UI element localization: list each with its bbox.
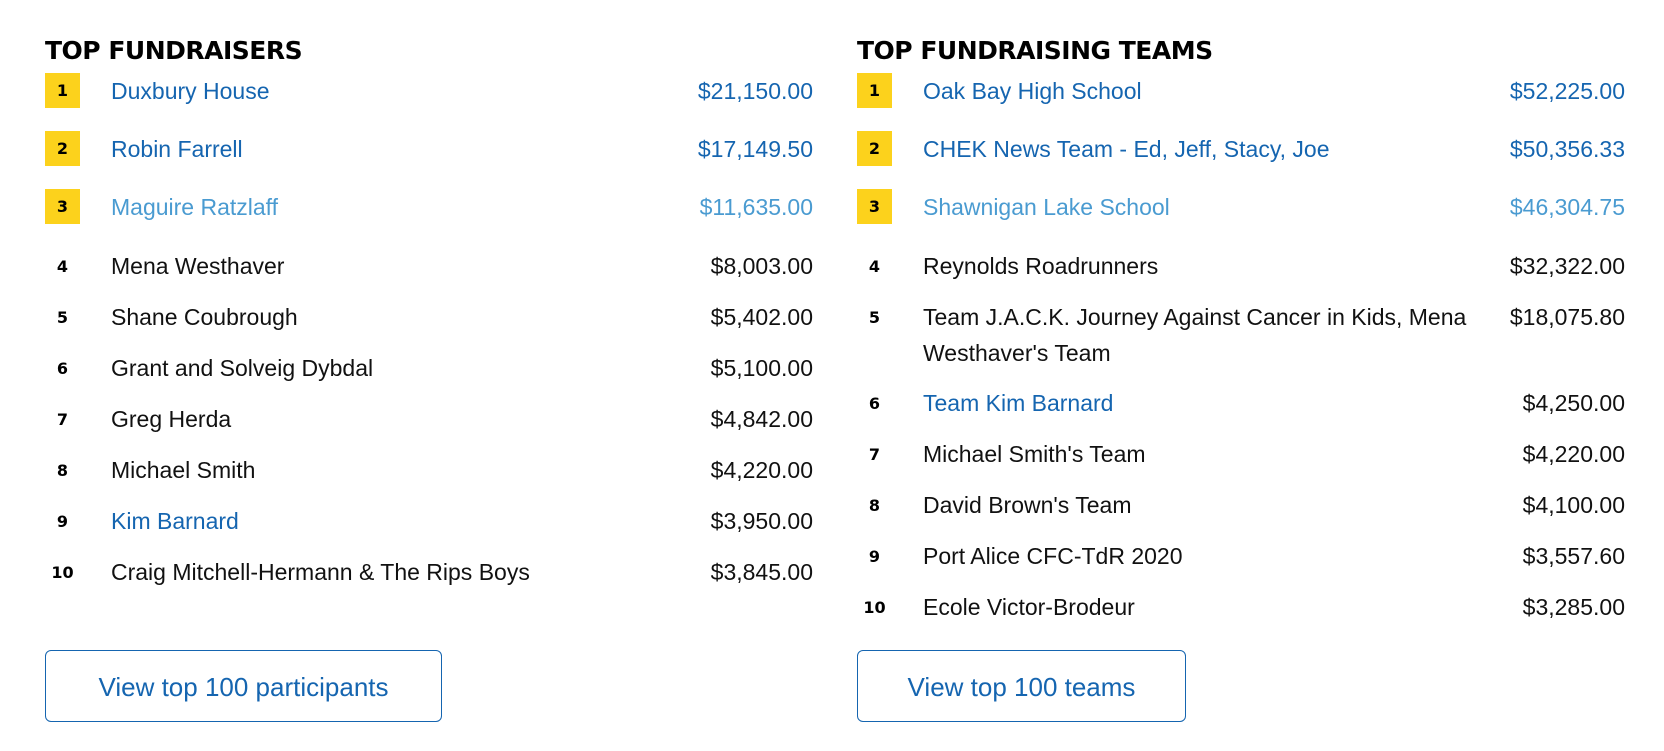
fundraiser-amount: $5,100.00 (710, 355, 813, 381)
fundraiser-amount: $4,842.00 (710, 406, 813, 432)
fundraiser-name-link[interactable]: Maguire Ratzlaff (111, 194, 279, 220)
rank-number: 9 (56, 512, 69, 531)
fundraiser-name: Shane Coubrough (111, 304, 298, 330)
fundraiser-name: Grant and Solveig Dybdal (111, 355, 374, 381)
team-row (857, 297, 1625, 383)
team-row (857, 485, 1625, 536)
team-name-link[interactable]: Team Kim Barnard (923, 390, 1114, 416)
team-amount-link[interactable]: $52,225.00 (1509, 78, 1625, 104)
rank-number: 10 (863, 598, 886, 617)
rank-number: 4 (868, 257, 881, 276)
team-name-link[interactable]: Shawnigan Lake School (923, 194, 1170, 220)
team-row (857, 72, 1625, 130)
fundraiser-row (45, 552, 813, 603)
fundraiser-name: Michael Smith (111, 457, 256, 483)
team-row (857, 130, 1625, 188)
fundraiser-name-link[interactable]: Duxbury House (111, 78, 270, 104)
top-teams-title: TOP FUNDRAISING TEAMS (857, 36, 1213, 65)
team-amount: $32,322.00 (1509, 253, 1625, 279)
rank-number: 8 (56, 461, 69, 480)
team-row (857, 188, 1625, 246)
team-row (857, 536, 1625, 587)
team-name: Michael Smith's Team (923, 441, 1146, 467)
fundraiser-row (45, 130, 813, 188)
fundraiser-name: Mena Westhaver (111, 253, 285, 279)
fundraiser-row (45, 348, 813, 399)
rank-badge: 3 (857, 189, 892, 224)
fundraiser-amount: $5,402.00 (710, 304, 813, 330)
rank-badge: 1 (857, 73, 892, 108)
rank-number: 7 (868, 445, 881, 464)
fundraiser-row (45, 188, 813, 246)
team-name-link[interactable]: Oak Bay High School (923, 78, 1142, 104)
team-name: Reynolds Roadrunners (923, 253, 1159, 279)
rank-badge: 2 (857, 131, 892, 166)
rank-number: 10 (51, 563, 74, 582)
fundraiser-amount: $3,950.00 (710, 508, 813, 534)
fundraiser-amount: $4,220.00 (710, 457, 813, 483)
top-fundraisers-title: TOP FUNDRAISERS (45, 36, 303, 65)
rank-number: 7 (56, 410, 69, 429)
fundraiser-amount: $3,845.00 (710, 559, 813, 585)
team-name-link[interactable]: CHEK News Team - Ed, Jeff, Stacy, Joe (923, 136, 1330, 162)
view-top-teams-button[interactable]: View top 100 teams (857, 650, 1186, 722)
fundraiser-name: Greg Herda (111, 406, 232, 432)
view-top-participants-button[interactable]: View top 100 participants (45, 650, 442, 722)
fundraiser-amount-link[interactable]: $17,149.50 (697, 136, 813, 162)
team-name: Port Alice CFC-TdR 2020 (923, 543, 1183, 569)
fundraiser-row (45, 501, 813, 552)
rank-number: 4 (56, 257, 69, 276)
fundraiser-row (45, 450, 813, 501)
team-amount: $18,075.80 (1509, 304, 1625, 330)
fundraiser-name-link[interactable]: Robin Farrell (111, 136, 243, 162)
rank-number: 8 (868, 496, 881, 515)
rank-badge: 2 (45, 131, 80, 166)
team-name: David Brown's Team (923, 492, 1132, 518)
fundraiser-row (45, 399, 813, 450)
rank-number: 9 (868, 547, 881, 566)
team-name: Ecole Victor-Brodeur (923, 594, 1135, 620)
fundraiser-name: Craig Mitchell-Hermann & The Rips Boys (111, 559, 530, 585)
rank-badge: 3 (45, 189, 80, 224)
team-name: Team J.A.C.K. Journey Against Cancer in Kids, Mena Westhaver's Team (923, 304, 1467, 366)
top-teams-panel (857, 30, 1625, 638)
team-amount: $3,285.00 (1522, 594, 1625, 620)
team-row (857, 246, 1625, 297)
rank-badge: 1 (45, 73, 80, 108)
rank-number: 6 (868, 394, 881, 413)
team-amount-link[interactable]: $46,304.75 (1509, 194, 1625, 220)
team-row (857, 587, 1625, 638)
team-row (857, 434, 1625, 485)
team-amount-link[interactable]: $50,356.33 (1509, 136, 1625, 162)
fundraiser-name-link[interactable]: Kim Barnard (111, 508, 239, 534)
rank-number: 6 (56, 359, 69, 378)
rank-number: 5 (56, 308, 69, 327)
fundraiser-row (45, 297, 813, 348)
team-row (857, 383, 1625, 434)
team-amount: $4,250.00 (1522, 390, 1625, 416)
team-amount: $4,220.00 (1522, 441, 1625, 467)
top-fundraisers-list (45, 72, 813, 603)
top-teams-list (857, 72, 1625, 638)
team-amount: $3,557.60 (1522, 543, 1625, 569)
fundraiser-row (45, 72, 813, 130)
team-amount: $4,100.00 (1522, 492, 1625, 518)
top-fundraisers-panel (45, 30, 813, 603)
fundraiser-amount-link[interactable]: $11,635.00 (699, 194, 813, 220)
fundraiser-amount-link[interactable]: $21,150.00 (697, 78, 813, 104)
fundraiser-row (45, 246, 813, 297)
rank-number: 5 (868, 308, 881, 327)
fundraiser-amount: $8,003.00 (710, 253, 813, 279)
